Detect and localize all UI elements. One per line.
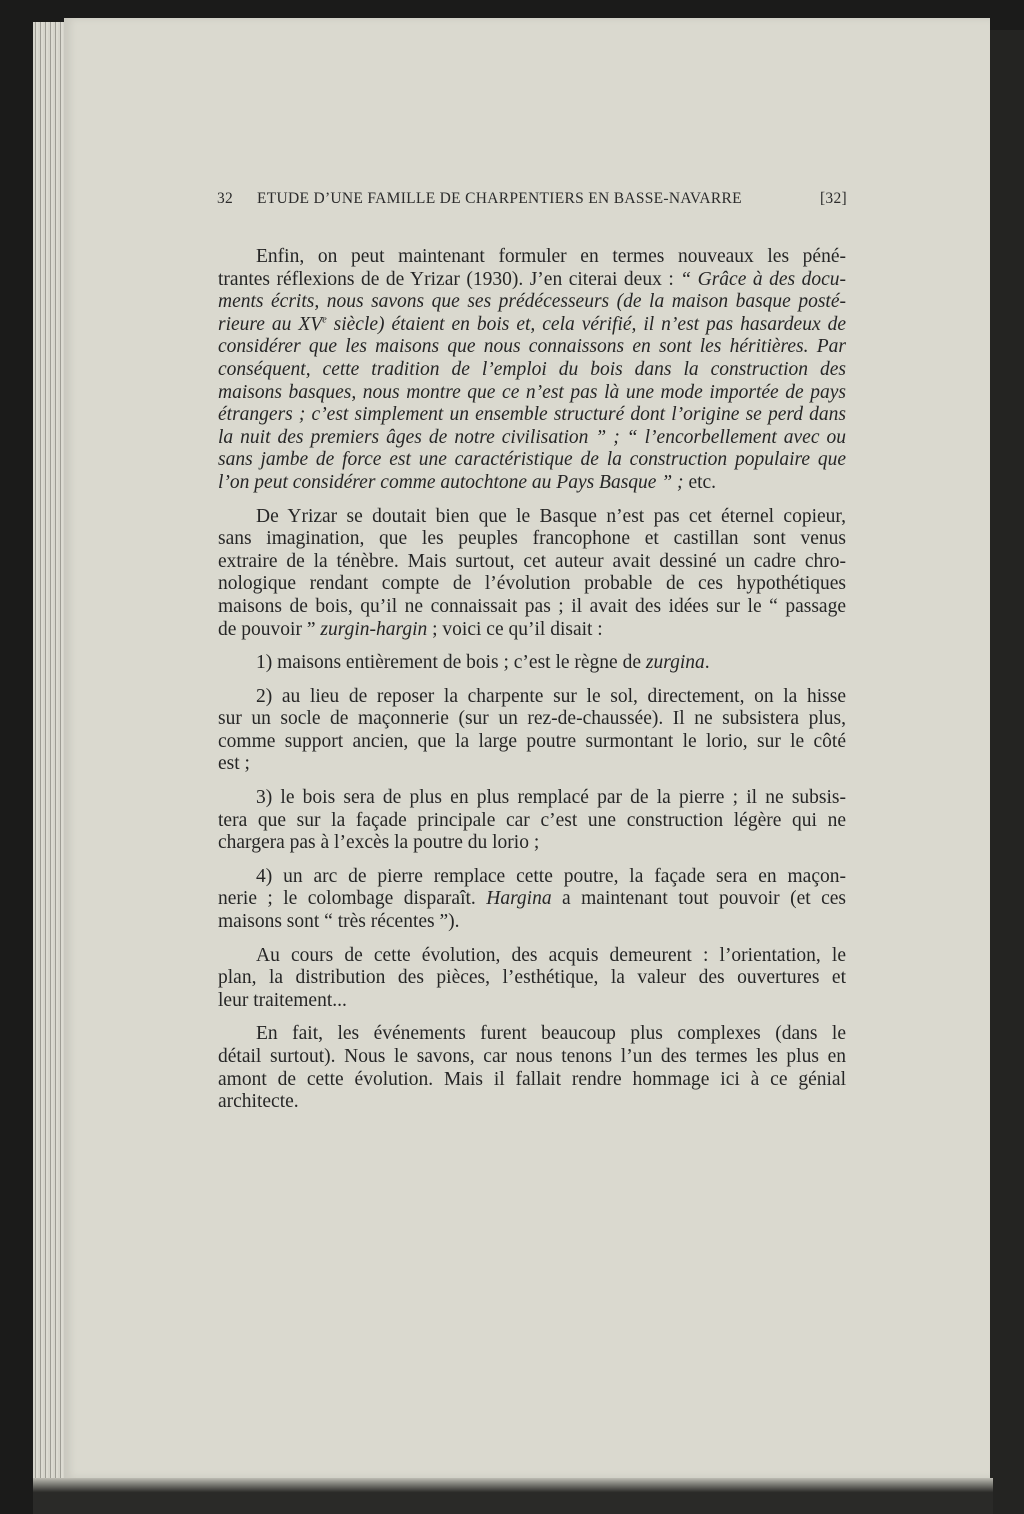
text-line <box>218 708 846 731</box>
text-run: . <box>704 652 710 674</box>
text-line <box>218 810 846 833</box>
text-run: 2) au lieu de reposer la charpente sur le sol, directement, on la hisse <box>256 685 846 707</box>
text-line <box>218 314 846 337</box>
text-run: de pouvoir ” <box>218 618 321 640</box>
text-line <box>218 967 846 990</box>
text-run: 1) maisons entièrement de bois ; c’est le règne de <box>256 652 646 674</box>
text-line <box>218 686 846 709</box>
body-text <box>218 246 846 1114</box>
paragraph <box>218 686 846 776</box>
text-line <box>218 246 846 269</box>
paragraph <box>218 866 846 934</box>
italic-text: rieure au XV <box>218 313 323 335</box>
paragraph <box>218 787 846 855</box>
text-run: plan, la distribution des pièces, l’esthétique, la valeur des ouvertures et <box>218 967 846 989</box>
paragraph <box>218 652 846 675</box>
text-run: ; voici ce qu’il disait : <box>427 618 603 640</box>
text-run: chargera pas à l’excès la poutre du lorio ; <box>218 832 540 854</box>
text-run: trantes réflexions de de Yrizar (1930). J’en citerai deux : <box>218 268 681 290</box>
page-bottom-edge <box>33 1478 993 1514</box>
text-line <box>218 404 846 427</box>
text-run: comme support ancien, que la large poutre surmontant le lorio, sur le côté <box>218 730 846 752</box>
text-line <box>218 551 846 574</box>
text-line <box>218 449 846 472</box>
text-line <box>218 652 846 675</box>
text-run: 3) le bois sera de plus en plus remplacé par de la pierre ; il ne subsis- <box>256 787 846 809</box>
text-run: 4) un arc de pierre remplace cette poutre, la façade sera en maçon- <box>256 865 846 887</box>
italic-text: conséquent, cette tradition de l’emploi du bois dans la construction des <box>218 358 846 380</box>
text-run: sans imagination, que les peuples francophone et castillan sont venus <box>218 528 846 550</box>
text-line <box>218 753 846 776</box>
text-line <box>218 359 846 382</box>
italic-text: l’on peut considérer comme autochtone au Pays Basque ” ; <box>218 471 684 493</box>
text-line <box>218 596 846 619</box>
italic-text: ments écrits, nous savons que ses prédécesseurs (de la maison basque posté- <box>218 291 846 313</box>
binding-shadow <box>990 30 1024 1514</box>
text-line <box>218 573 846 596</box>
italic-text: sans jambe de force est une caractéristique de la construction populaire que <box>218 449 846 471</box>
bracket-page-number: [32] <box>819 190 847 207</box>
text-run: nologique rendant compte de l’évolution probable de ces hypothétiques <box>218 573 846 595</box>
paragraph <box>218 506 846 642</box>
text-line <box>218 291 846 314</box>
paragraph <box>218 945 846 1013</box>
text-line <box>218 888 846 911</box>
text-line <box>218 787 846 810</box>
text-run: amont de cette évolution. Mais il fallait rendre hommage ici à ce génial <box>218 1068 846 1090</box>
italic-text: siècle) étaient en bois et, cela vérifié, il n’est pas hasardeux de <box>326 313 846 335</box>
text-line <box>218 1069 846 1092</box>
text-line <box>218 269 846 292</box>
paragraph <box>218 246 846 495</box>
text-line <box>218 472 846 495</box>
text-run: En fait, les événements furent beaucoup plus complexes (dans le <box>256 1023 846 1045</box>
italic-text: zurgin-hargin <box>320 618 428 640</box>
text-line <box>218 1046 846 1069</box>
text-line <box>218 911 846 934</box>
text-run: a maintenant tout pouvoir (et ces <box>551 888 846 910</box>
text-line <box>218 990 846 1013</box>
page-stack-edges <box>33 22 67 1482</box>
text-line <box>218 427 846 450</box>
text-line <box>218 336 846 359</box>
text-line <box>218 528 846 551</box>
italic-text: la nuit des premiers âges de notre civilisation ” ; “ l’encorbellement avec ou <box>218 426 846 448</box>
text-run: sur un socle de maçonnerie (sur un rez-de-chaussée). Il ne subsistera plus, <box>218 708 846 730</box>
italic-text: étrangers ; c’est simplement un ensemble structuré dont l’origine se perd dans <box>218 404 846 426</box>
text-line <box>218 866 846 889</box>
italic-text: maisons basques, nous montre que ce n’est pas là une mode importée de pays <box>218 381 846 403</box>
italic-text: Hargina <box>486 888 552 910</box>
paragraph <box>218 1023 846 1113</box>
text-run: nerie ; le colombage disparaît. <box>218 888 487 910</box>
text-run: Au cours de cette évolution, des acquis demeurent : l’orientation, le <box>256 944 846 966</box>
text-line <box>218 1023 846 1046</box>
text-run: détail surtout). Nous le savons, car nous tenons l’un des termes les plus en <box>218 1046 846 1067</box>
text-run: Enfin, on peut maintenant formuler en termes nouveaux les péné- <box>256 246 846 267</box>
text-run: tera que sur la façade principale car c’est une construction légère qui ne <box>218 809 846 831</box>
text-line <box>218 832 846 855</box>
text-run: est ; <box>218 753 250 775</box>
text-line <box>218 506 846 529</box>
text-run: etc. <box>683 471 717 493</box>
text-run: extraire de la ténèbre. Mais surtout, cet auteur avait dessiné un cadre chro- <box>218 550 846 572</box>
running-title: ETUDE D’UNE FAMILLE DE CHARPENTIERS EN BASSE-NAVARRE <box>257 190 742 207</box>
italic-text: considérer que les maisons que nous connaissons en sont les héritières. Par <box>218 336 846 358</box>
text-line <box>218 731 846 754</box>
text-run: maisons sont “ très récentes ”). <box>218 911 460 933</box>
superscript: e <box>322 314 327 326</box>
text-line <box>218 945 846 968</box>
text-run: architecte. <box>218 1091 299 1113</box>
italic-text: zurgina <box>645 652 705 674</box>
running-header <box>217 190 847 208</box>
text-run: leur traitement... <box>218 989 347 1011</box>
text-line <box>218 1091 846 1114</box>
text-line <box>218 382 846 405</box>
italic-text: “ Grâce à des docu- <box>680 268 847 290</box>
text-run: maisons de bois, qu’il ne connaissait pas ; il avait des idées sur le “ passage <box>218 595 846 617</box>
text-run: De Yrizar se doutait bien que le Basque n’est pas cet éternel copieur, <box>256 505 846 527</box>
text-line <box>218 619 846 642</box>
page-number: 32 <box>217 190 234 207</box>
